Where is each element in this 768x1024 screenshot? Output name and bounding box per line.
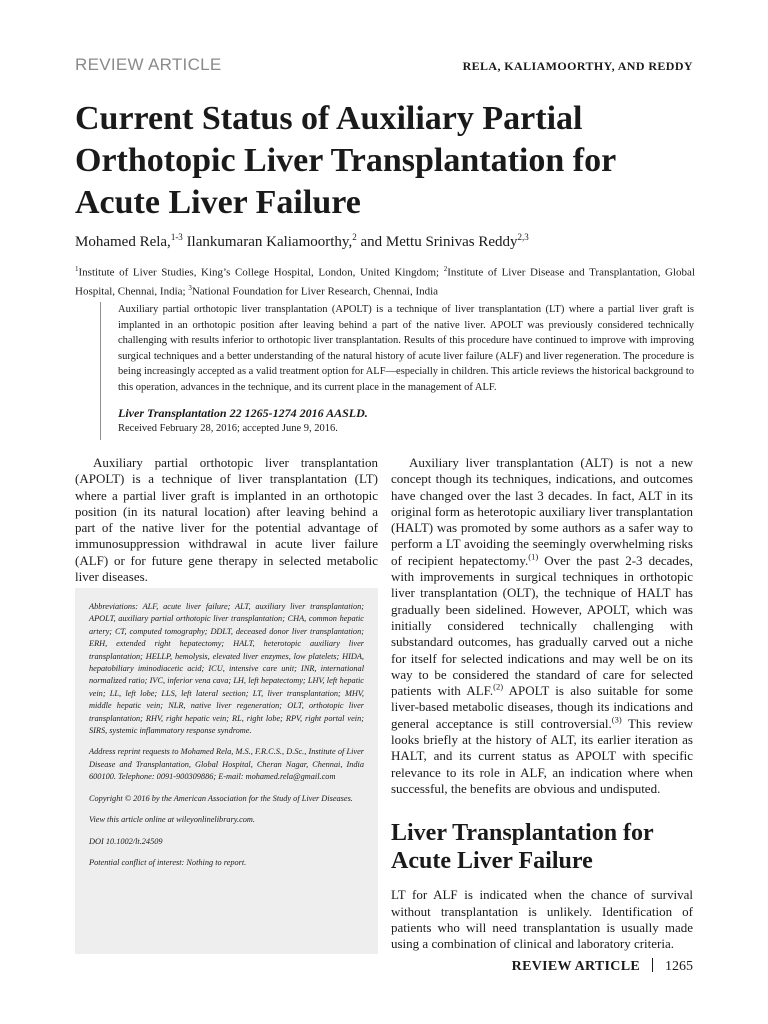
footer-separator bbox=[652, 958, 653, 972]
title-line-2: Orthotopic Liver Transplantation for bbox=[75, 142, 617, 179]
running-head: RELA, KALIAMOORTHY, AND REDDY bbox=[462, 59, 693, 73]
body-text-run: Auxiliary liver transplantation (ALT) is not a new concept though its techniques, indications, and outcomes have changed over the last 3 decades. In fact, ALT in its original form as heterotopic auxiliary liver transplantation (HALT) was promoted by some authors as a safer way to perform a LT avoiding the seemingly overwhelming risks of recipient hepatectomy. bbox=[391, 455, 693, 568]
author-affil-sup: 2,3 bbox=[517, 232, 529, 242]
affil-sup: 2 bbox=[443, 265, 448, 273]
reference-marker[interactable]: (2) bbox=[493, 681, 504, 692]
journal-citation: Liver Transplantation 22 1265-1274 2016 AASLD. bbox=[118, 405, 368, 420]
abbreviations-note: Abbreviations: ALF, acute liver failure; ALT, auxiliary liver transplantation; APOLT, auxiliary partial orthotopic liver transplantation; CHA, common hepatic artery; CT, computed tomography; DDLT, deceased donor liver transplantation; ERH, extended right hepatectomy; HALT, heterotopic auxiliary liver transplantation; HELLP, hemolysis, elevated liver enzymes, low platelets; HIDA, hepatobiliary iminodiacetic acid; ICU, intensive care unit; INR, international normalized ratio; IVC, inferior vena cava; LH, left hepatectomy; LHV, left hepatic vein; LL, left lobe; LLS, left lateral section; LT, liver transplantation; MHV, middle hepatic vein; NLR, native liver regeneration; OLT, orthotopic liver transplantation; RHV, right hepatic vein; RL, right lobe; RPV, right portal vein; SIRS, systemic inflammatory response syndrome. bbox=[89, 602, 364, 736]
affil-text: Institute of Liver Studies, King’s College Hospital, London, United Kingdom; bbox=[78, 266, 444, 279]
author-affil-sup: 2 bbox=[352, 232, 357, 242]
abstract-block bbox=[100, 302, 694, 440]
title-line-1: Current Status of Auxiliary Partial bbox=[75, 100, 583, 137]
section-label: REVIEW ARTICLE bbox=[75, 55, 222, 74]
affiliations bbox=[75, 262, 695, 299]
address-note: Address reprint requests to Mohamed Rela, M.S., F.R.C.S., D.Sc., Institute of Liver Disease and Transplantation, Global Hospital, Cheran Nagar, Chennai, India 600100. Telephone: 0091-900309886; E-mail: mohamed.rela@gmail.com bbox=[89, 747, 364, 782]
author-conjunction: and bbox=[360, 234, 383, 250]
reference-marker[interactable]: (3) bbox=[611, 714, 622, 725]
affil-text: Institute of Liver Disease and Transplantation, Global Hospital, Chennai, India; bbox=[75, 266, 695, 298]
section-heading bbox=[391, 819, 693, 875]
copyright-note: Copyright © 2016 by the American Association for the Study of Liver Diseases. bbox=[89, 793, 353, 803]
author-name: Mohamed Rela, bbox=[75, 234, 171, 250]
conflict-note: Potential conflict of interest: Nothing to report. bbox=[89, 857, 247, 867]
body-text-run: APOLT is also suitable for some liver-based metabolic diseases, though its indications and general acceptance is still controversial. bbox=[391, 683, 693, 731]
right-column bbox=[391, 455, 693, 952]
footnote-box bbox=[75, 588, 378, 954]
page-footer bbox=[512, 958, 693, 975]
author-affil-sup: 1-3 bbox=[170, 232, 183, 242]
affil-sup: 3 bbox=[188, 283, 192, 292]
received-dates: Received February 28, 2016; accepted June 9, 2016. bbox=[118, 422, 338, 434]
affil-sup: 1 bbox=[75, 265, 79, 273]
abstract-text: Auxiliary partial orthotopic liver transplantation (APOLT) is a technique of liver transplantation (LT) where a partial liver graft is implanted in an orthotopic position after leaving behind a part of the native liver. APOLT was previously considered technically challenging with results inferior to orthotopic liver transplantation. Results of this procedure have continued to improve with improving surgical techniques and a better understanding of the natural history of acute liver failure (ALF) and liver regeneration. The procedure is being increasingly accepted as a valid treatment option for ALF—especially in children. This article reviews the historical background to this operation, advances in the technique, and its current place in the management of ALF. bbox=[118, 304, 694, 393]
body-paragraph: LT for ALF is indicated when the chance of survival without transplantation is unlikely. Identification of patients who will need transplantation is usually made using a combination of clinical and laboratory criteria. bbox=[391, 887, 693, 952]
article-title bbox=[75, 98, 695, 224]
body-text-run: This review looks briefly at the history of ALT, its earlier iteration as HALT, and its current status as APOLT with specific relevance to its role in ALF, an indication where when successful, the benefits are obvious and undisputed. bbox=[391, 715, 693, 796]
author-list bbox=[75, 232, 695, 251]
author-name: Mettu Srinivas Reddy bbox=[385, 234, 518, 250]
heading-line-1: Liver Transplantation for bbox=[391, 820, 654, 847]
body-paragraph bbox=[391, 455, 693, 797]
doi-note: DOI 10.1002/lt.24509 bbox=[89, 836, 163, 846]
footer-label: REVIEW ARTICLE bbox=[511, 959, 640, 974]
left-column bbox=[75, 455, 378, 585]
affil-text: National Foundation for Liver Research, Chennai, India bbox=[191, 285, 439, 298]
author-name: Ilankumaran Kaliamoorthy, bbox=[186, 234, 353, 250]
heading-line-2: Acute Liver Failure bbox=[391, 848, 593, 875]
title-line-3: Acute Liver Failure bbox=[75, 184, 361, 221]
intro-paragraph: Auxiliary partial orthotopic liver transplantation (APOLT) is a technique of liver transplantation (LT) where a partial liver graft is implanted in an orthotopic position (in its natural location) after leaving behind a part of the native liver for the potential advantage of immunosuppression withdrawal in acute liver failure (ALF) or for future gene therapy in selected metabolic liver diseases. bbox=[75, 455, 378, 585]
online-note: View this article online at wileyonlinelibrary.com. bbox=[89, 815, 255, 825]
reference-marker[interactable]: (1) bbox=[528, 551, 539, 562]
body-text-run: Over the past 2-3 decades, with improvements in surgical techniques in orthotopic liver transplantation (OLT), the technique of HALT has gradually been sidelined. However, APOLT, which was initially considered technically challenging with substandard outcomes, has gradually carved out a niche for itself for selected indications and may well be on its way to be considered the standard of care for selected patients with ALF. bbox=[391, 552, 694, 699]
page-number: 1265 bbox=[665, 959, 693, 974]
